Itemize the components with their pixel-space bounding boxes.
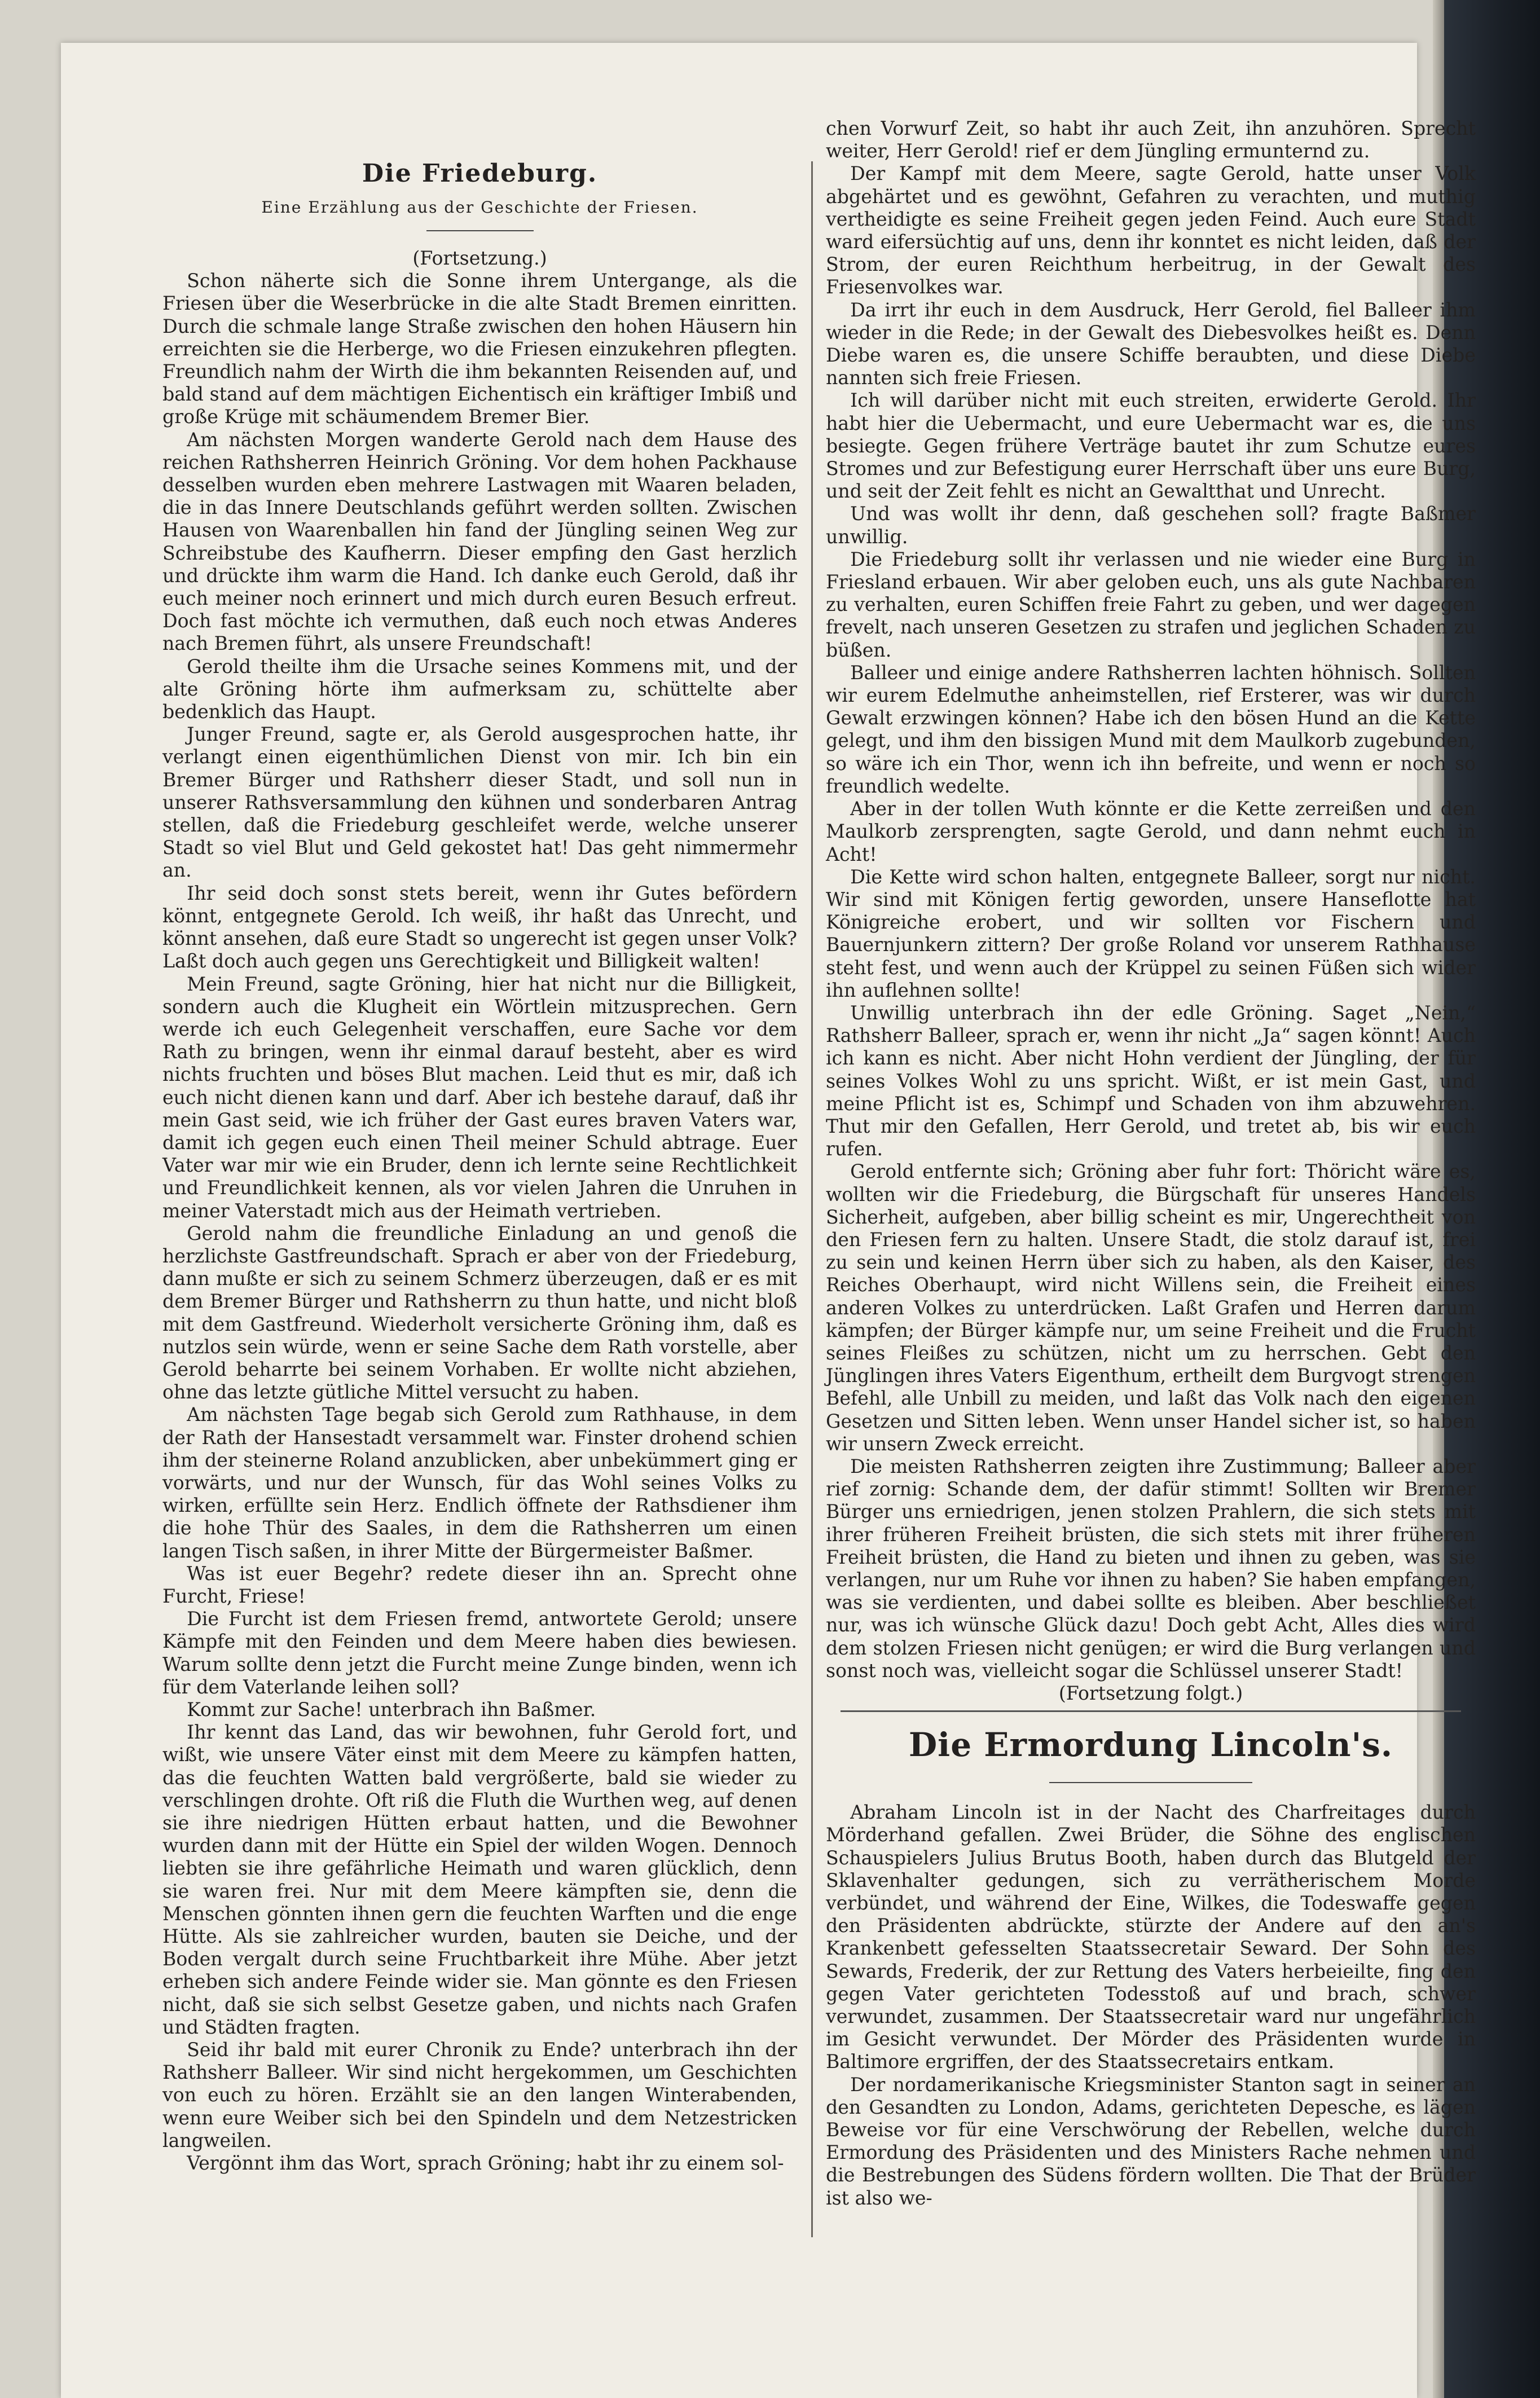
paragraph: Seid ihr bald mit eurer Chronik zu Ende? unterbrach ihn der Rathsherr Balleer. Wir sind nicht hergekommen, um Geschichten von euch zu hören. Erzählt sie an den langen Winterabenden, wenn eure Weiber sich bei den Spindeln und dem Netzestricken langweilen. bbox=[162, 2039, 797, 2151]
paragraph: Ich will darüber nicht mit euch streiten, erwiderte Gerold. Ihr habt hier die Uebermacht, und eure Uebermacht war es, die uns besiegte. Gegen frühere Verträge bautet ihr zum Schutze eures Stromes und zur Befestigung eurer Herrschaft über uns eure Burg, und seit der Zeit fehlt es nicht an Gewaltthat und Unrecht. bbox=[826, 389, 1476, 503]
paragraph: Die meisten Rathsherren zeigten ihre Zustimmung; Balleer aber rief zornig: Schande dem, der dafür stimmt! Sollten wir Bremer Bürger uns erniedrigen, jenen stolzen Prahlern, die sich stets mit ihrer früheren Freiheit brüsten, die sich stets mit ihrer früheren Freiheit brüsten, die Hand zu bieten und ihnen zu geben, was sie verlangen, nur um Ruhe vor ihnen zu haben? Sie haben empfangen, was sie verdienten, und dabei sollte es bleiben. Aber beschließet nur, was ich wünsche Glück dazu! Doch gebt Acht, Alles dies wird dem stolzen Friesen nicht genügen; er wird die Burg verlangen und sonst noch was, vielleicht sogar die Schlüssel unserer Stadt! bbox=[826, 1455, 1476, 1682]
title-rule bbox=[1049, 1782, 1252, 1783]
paragraph: Mein Freund, sagte Gröning, hier hat nicht nur die Billigkeit, sondern auch die Klugheit ein Wörtlein mitzusprechen. Gern werde ich euch Gelegenheit verschaffen, eure Sache vor dem Rath zu bringen, wenn ihr einmal darauf besteht, aber es wird nichts fruchten und böses Blut machen. Leid thut es mir, daß ich euch nicht dienen kann und darf. Aber ich bestehe darauf, daß ihr mein Gast seid, wie ich früher der Gast eures braven Vaters war, damit ich gegen euch einen Theil meiner Schuld abtrage. Euer Vater war mir wie ein Bruder, denn ich lernte seine Rechtlichkeit und Freundlichkeit kennen, als vor vielen Jahren die Unruhen in meiner Vaterstadt mich aus der Heimath vertrieben. bbox=[162, 973, 797, 1222]
paragraph: Vergönnt ihm das Wort, sprach Gröning; habt ihr zu einem sol- bbox=[187, 2152, 784, 2175]
paragraph: Gerold theilte ihm die Ursache seines Kommens mit, und der alte Gröning hörte ihm aufmerksam zu, schüttelte aber bedenklich das Haupt. bbox=[162, 655, 797, 723]
right-column bbox=[826, 117, 1476, 2210]
continuation-note: (Fortsetzung.) bbox=[412, 247, 547, 269]
article-title: Die Ermordung Lincoln's. bbox=[908, 1726, 1393, 1765]
paragraph: Abraham Lincoln ist in der Nacht des Charfreitages durch Mörderhand gefallen. Zwei Brüder, die Söhne des englischen Schauspielers Julius Brutus Booth, haben durch das Blutgeld der Sklavenhalter gedungen, sich zu verrätherischem Morde verbündet, und während der Eine, Wilkes, die Todeswaffe gegen den Präsidenten abdrückte, stürzte der Andere auf den an's Krankenbett gefesselten Staatssecretair Seward. Der Sohn des Sewards, Frederik, der zur Rettung des Vaters herbeieilte, fing den gegen Vater gerichteten Todesstoß auf und brach, schwer verwundet, zusammen. Der Staatssecretair ward nur ungefährlich im Gesicht verwundet. Der Mörder des Präsidenten wurde in Baltimore ergriffen, der des Staatssecretairs entkam. bbox=[826, 1801, 1476, 2073]
paragraph: Junger Freund, sagte er, als Gerold ausgesprochen hatte, ihr verlangt einen eigenthümlichen Dienst von mir. Ich bin ein Bremer Bürger und Rathsherr dieser Stadt, und soll nun in unserer Rathsversammlung den kühnen und sonderbaren Antrag stellen, daß die Friedeburg geschleifet werde, welche unserer Stadt so viel Blut und Geld gekostet hat! Das geht nimmermehr an. bbox=[162, 723, 797, 882]
paragraph: Und was wollt ihr denn, daß geschehen soll? fragte Baßmer unwillig. bbox=[826, 503, 1476, 548]
paragraph: Am nächsten Tage begab sich Gerold zum Rathhause, in dem der Rath der Hansestadt versammelt war. Finster drohend schien ihm der steinerne Roland anzublicken, aber unbekümmert ging er vorwärts, und nur der Wunsch, für das Wohl seines Volks zu wirken, erfüllte sein Herz. Endlich öffnete der Rathsdiener ihm die hohe Thür des Saales, in dem die Rathsherren um einen langen Tisch saßen, in ihrer Mitte der Bürgermeister Baßmer. bbox=[162, 1403, 797, 1562]
article-title: Die Friedeburg. bbox=[362, 159, 598, 188]
paragraph: chen Vorwurf Zeit, so habt ihr auch Zeit, ihn anzuhören. Sprecht weiter, Herr Gerold! rief er dem Jüngling ermunternd zu. bbox=[826, 117, 1476, 162]
paragraph: Die Furcht ist dem Friesen fremd, antwortete Gerold; unsere Kämpfe mit den Feinden und dem Meere haben dies bewiesen. Warum sollte denn jetzt die Furcht meine Zunge binden, wenn ich für dem Vaterlande leihen soll? bbox=[162, 1608, 797, 1698]
paragraph: Gerold nahm die freundliche Einladung an und genoß die herzlichste Gastfreundschaft. Sprach er aber von der Friedeburg, dann mußte er sich zu seinem Schmerz überzeugen, daß er es mit dem Bremer Bürger und Rathsherrn zu thun hatte, und nicht bloß mit dem Gastfreund. Wiederholt versicherte Gröning ihm, daß es nutzlos sein würde, wenn er seine Sache dem Rath vorstelle, aber Gerold beharrte bei seinem Vorhaben. Er wollte nicht abziehen, ohne das letzte gütliche Mittel versucht zu haben. bbox=[162, 1222, 797, 1403]
paragraph: Am nächsten Morgen wanderte Gerold nach dem Hause des reichen Rathsherren Heinrich Gröning. Vor dem hohen Packhause desselben wurden eben mehrere Lastwagen mit Waaren beladen, die in das Innere Deutschlands geführt werden sollten. Zwischen Hausen von Waarenballen hin fand der Jüngling seinen Weg zur Schreibstube des Kaufherrn. Dieser empfing den Gast herzlich und drückte ihm warm die Hand. Ich danke euch Gerold, daß ihr euch meiner noch erinnert und mich durch euren Besuch erfreut. Doch fast möchte ich vermuthen, daß euch noch etwas Anderes nach Bremen führt, als unsere Freundschaft! bbox=[162, 428, 797, 655]
article-subtitle: Eine Erzählung aus der Geschichte der Friesen. bbox=[261, 198, 698, 217]
paragraph: Was ist euer Begehr? redete dieser ihn an. Sprecht ohne Furcht, Friese! bbox=[162, 1562, 797, 1607]
column-divider bbox=[811, 161, 813, 2237]
paragraph: Gerold entfernte sich; Gröning aber fuhr fort: Thöricht wäre es, wollten wir die Friedeburg, die Bürgschaft für unseres Handels Sicherheit, aufgeben, aber billig scheint es mir, Ungerechtheit von den Friesen fern zu halten. Unsere Stadt, die stolz darauf ist, frei zu sein und keinen Herrn über sich zu haben, als den Kaiser, des Reiches Oberhaupt, wird nicht Willens sein, die Freiheit eines anderen Volkes zu unterdrücken. Laßt Grafen und Herren darum kämpfen; der Bürger kämpfe nur, um seine Freiheit und die Frucht seines Fleißes zu schützen, nicht um zu herrschen. Gebt den Jünglingen ihres Vaters Eigenthum, ertheilt dem Burgvogt strengen Befehl, alle Unbill zu meiden, und laßt das Volk nach den eigenen Gesetzen und Sitten leben. Wenn unser Handel sicher ist, so haben wir unsern Zweck erreicht. bbox=[826, 1160, 1476, 1455]
left-column bbox=[162, 117, 797, 2175]
paragraph: Schon näherte sich die Sonne ihrem Untergange, als die Friesen über die Weserbrücke in die alte Stadt Bremen einritten. Durch die schmale lange Straße zwischen den hohen Häusern hin erreichten sie die Herberge, wo die Friesen einzukehren pflegten. Freundlich nahm der Wirth die ihm bekannten Reisenden auf, und bald stand auf dem mächtigen Eichentisch ein kräftiger Imbiß und große Krüge mit schäumendem Bremer Bier. bbox=[162, 270, 797, 428]
paragraph: Unwillig unterbrach ihn der edle Gröning. Saget „Nein,“ Rathsherr Balleer, sprach er, wenn ihr nicht „Ja“ sagen könnt! Auch ich kann es nicht. Aber nicht Hohn verdient der Jüngling, der für seines Volkes Wohl zu uns spricht. Wißt, er ist mein Gast, und meine Pflicht ist es, Schimpf und Schaden von ihm abzuwehren. Thut mir den Gefallen, Herr Gerold, und tretet ab, bis wir euch rufen. bbox=[826, 1001, 1476, 1160]
paragraph: Die Friedeburg sollt ihr verlassen und nie wieder eine Burg in Friesland erbauen. Wir aber geloben euch, uns als gute Nachbaren zu verhalten, euren Schiffen freie Fahrt zu geben, und wer dagegen frevelt, nach unseren Gesetzen zu strafen und jeglichen Schaden zu büßen. bbox=[826, 548, 1476, 661]
continued-note: (Fortsetzung folgt.) bbox=[1058, 1682, 1243, 1705]
paragraph: Aber in der tollen Wuth könnte er die Kette zerreißen und den Maulkorb zersprengten, sagte Gerold, und dann nehmt euch in Acht! bbox=[826, 798, 1476, 865]
paragraph: Balleer und einige andere Rathsherren lachten höhnisch. Sollten wir eurem Edelmuthe anheimstellen, rief Ersterer, was wir durch Gewalt erzwingen können? Habe ich den bösen Hund an die Kette gelegt, und ihm den bissigen Mund mit dem Maulkorb zugebunden, so wäre ich ein Thor, wenn ich ihn befreite, und wenn er noch so freundlich wedelte. bbox=[826, 661, 1476, 797]
paragraph: Kommt zur Sache! unterbrach ihn Baßmer. bbox=[187, 1699, 596, 1721]
paragraph: Die Kette wird schon halten, entgegnete Balleer, sorgt nur nicht. Wir sind mit Königen fertig geworden, unsere Hanseflotte hat Königreiche erobert, und wir sollten vor Fischern und Bauernjunkern zittern? Der große Roland vor unserem Rathhause steht fest, und wenn auch der Krüppel zu seinen Füßen sich wider ihn auflehnen sollte! bbox=[826, 865, 1476, 1001]
paragraph: Ihr kennt das Land, das wir bewohnen, fuhr Gerold fort, und wißt, wie unsere Väter einst mit dem Meere zu kämpfen hatten, das die feuchten Watten bald vergrößerte, bald sie wieder zu verschlingen drohte. Oft riß die Fluth die Wurthen weg, auf denen sie ihre niedrigen Hütten erbaut hatten, und die Bewohner wurden dann mit der Hütte ein Spiel der wilden Wogen. Dennoch liebten sie ihre gefährliche Heimath und waren glücklich, denn sie waren frei. Nur mit dem Meere kämpften sie, denn die Menschen gönnten ihnen gern die feuchten Warften und die enge Hütte. Als sie zahlreicher wurden, bauten sie Deiche, und der Boden vergalt durch seine Fruchtbarkeit ihre Mühe. Aber jetzt erheben sich andere Feinde wider sie. Man gönnte es den Friesen nicht, daß sie sich selbst Gesetze gaben, und nichts nach Grafen und Städten fragten. bbox=[162, 1721, 797, 2038]
paragraph: Der Kampf mit dem Meere, sagte Gerold, hatte unser Volk abgehärtet und es gewöhnt, Gefahren zu verachten, und muthig vertheidigte es seine Freiheit gegen jeden Feind. Auch eure Stadt ward eifersüchtig auf uns, denn ihr konntet es nicht leiden, daß der Strom, der euren Reichthum herbeitrug, in der Gewalt des Friesenvolkes war. bbox=[826, 162, 1476, 298]
paragraph: Ihr seid doch sonst stets bereit, wenn ihr Gutes befördern könnt, entgegnete Gerold. Ich weiß, ihr haßt das Unrecht, und könnt ansehen, daß eure Stadt so ungerecht ist gegen unser Volk? Laßt doch auch gegen uns Gerechtigkeit und Billigkeit walten! bbox=[162, 882, 797, 973]
article-separator bbox=[841, 1710, 1461, 1712]
title-rule bbox=[426, 230, 534, 231]
paragraph: Da irrt ihr euch in dem Ausdruck, Herr Gerold, fiel Balleer ihm wieder in die Rede; in der Gewalt des Diebesvolkes heißt es. Denn Diebe waren es, die unsere Schiffe beraubten, und diese Diebe nannten sich freie Friesen. bbox=[826, 298, 1476, 389]
paragraph: Der nordamerikanische Kriegsminister Stanton sagt in seiner an den Gesandten zu London, Adams, gerichteten Depesche, es lägen Beweise vor für eine Verschwörung der Rebellen, welche durch Ermordung des Präsidenten und des Ministers Rache nehmen und die Bestrebungen des Südens fördern wollten. Die That der Brüder ist also we- bbox=[826, 2073, 1476, 2209]
